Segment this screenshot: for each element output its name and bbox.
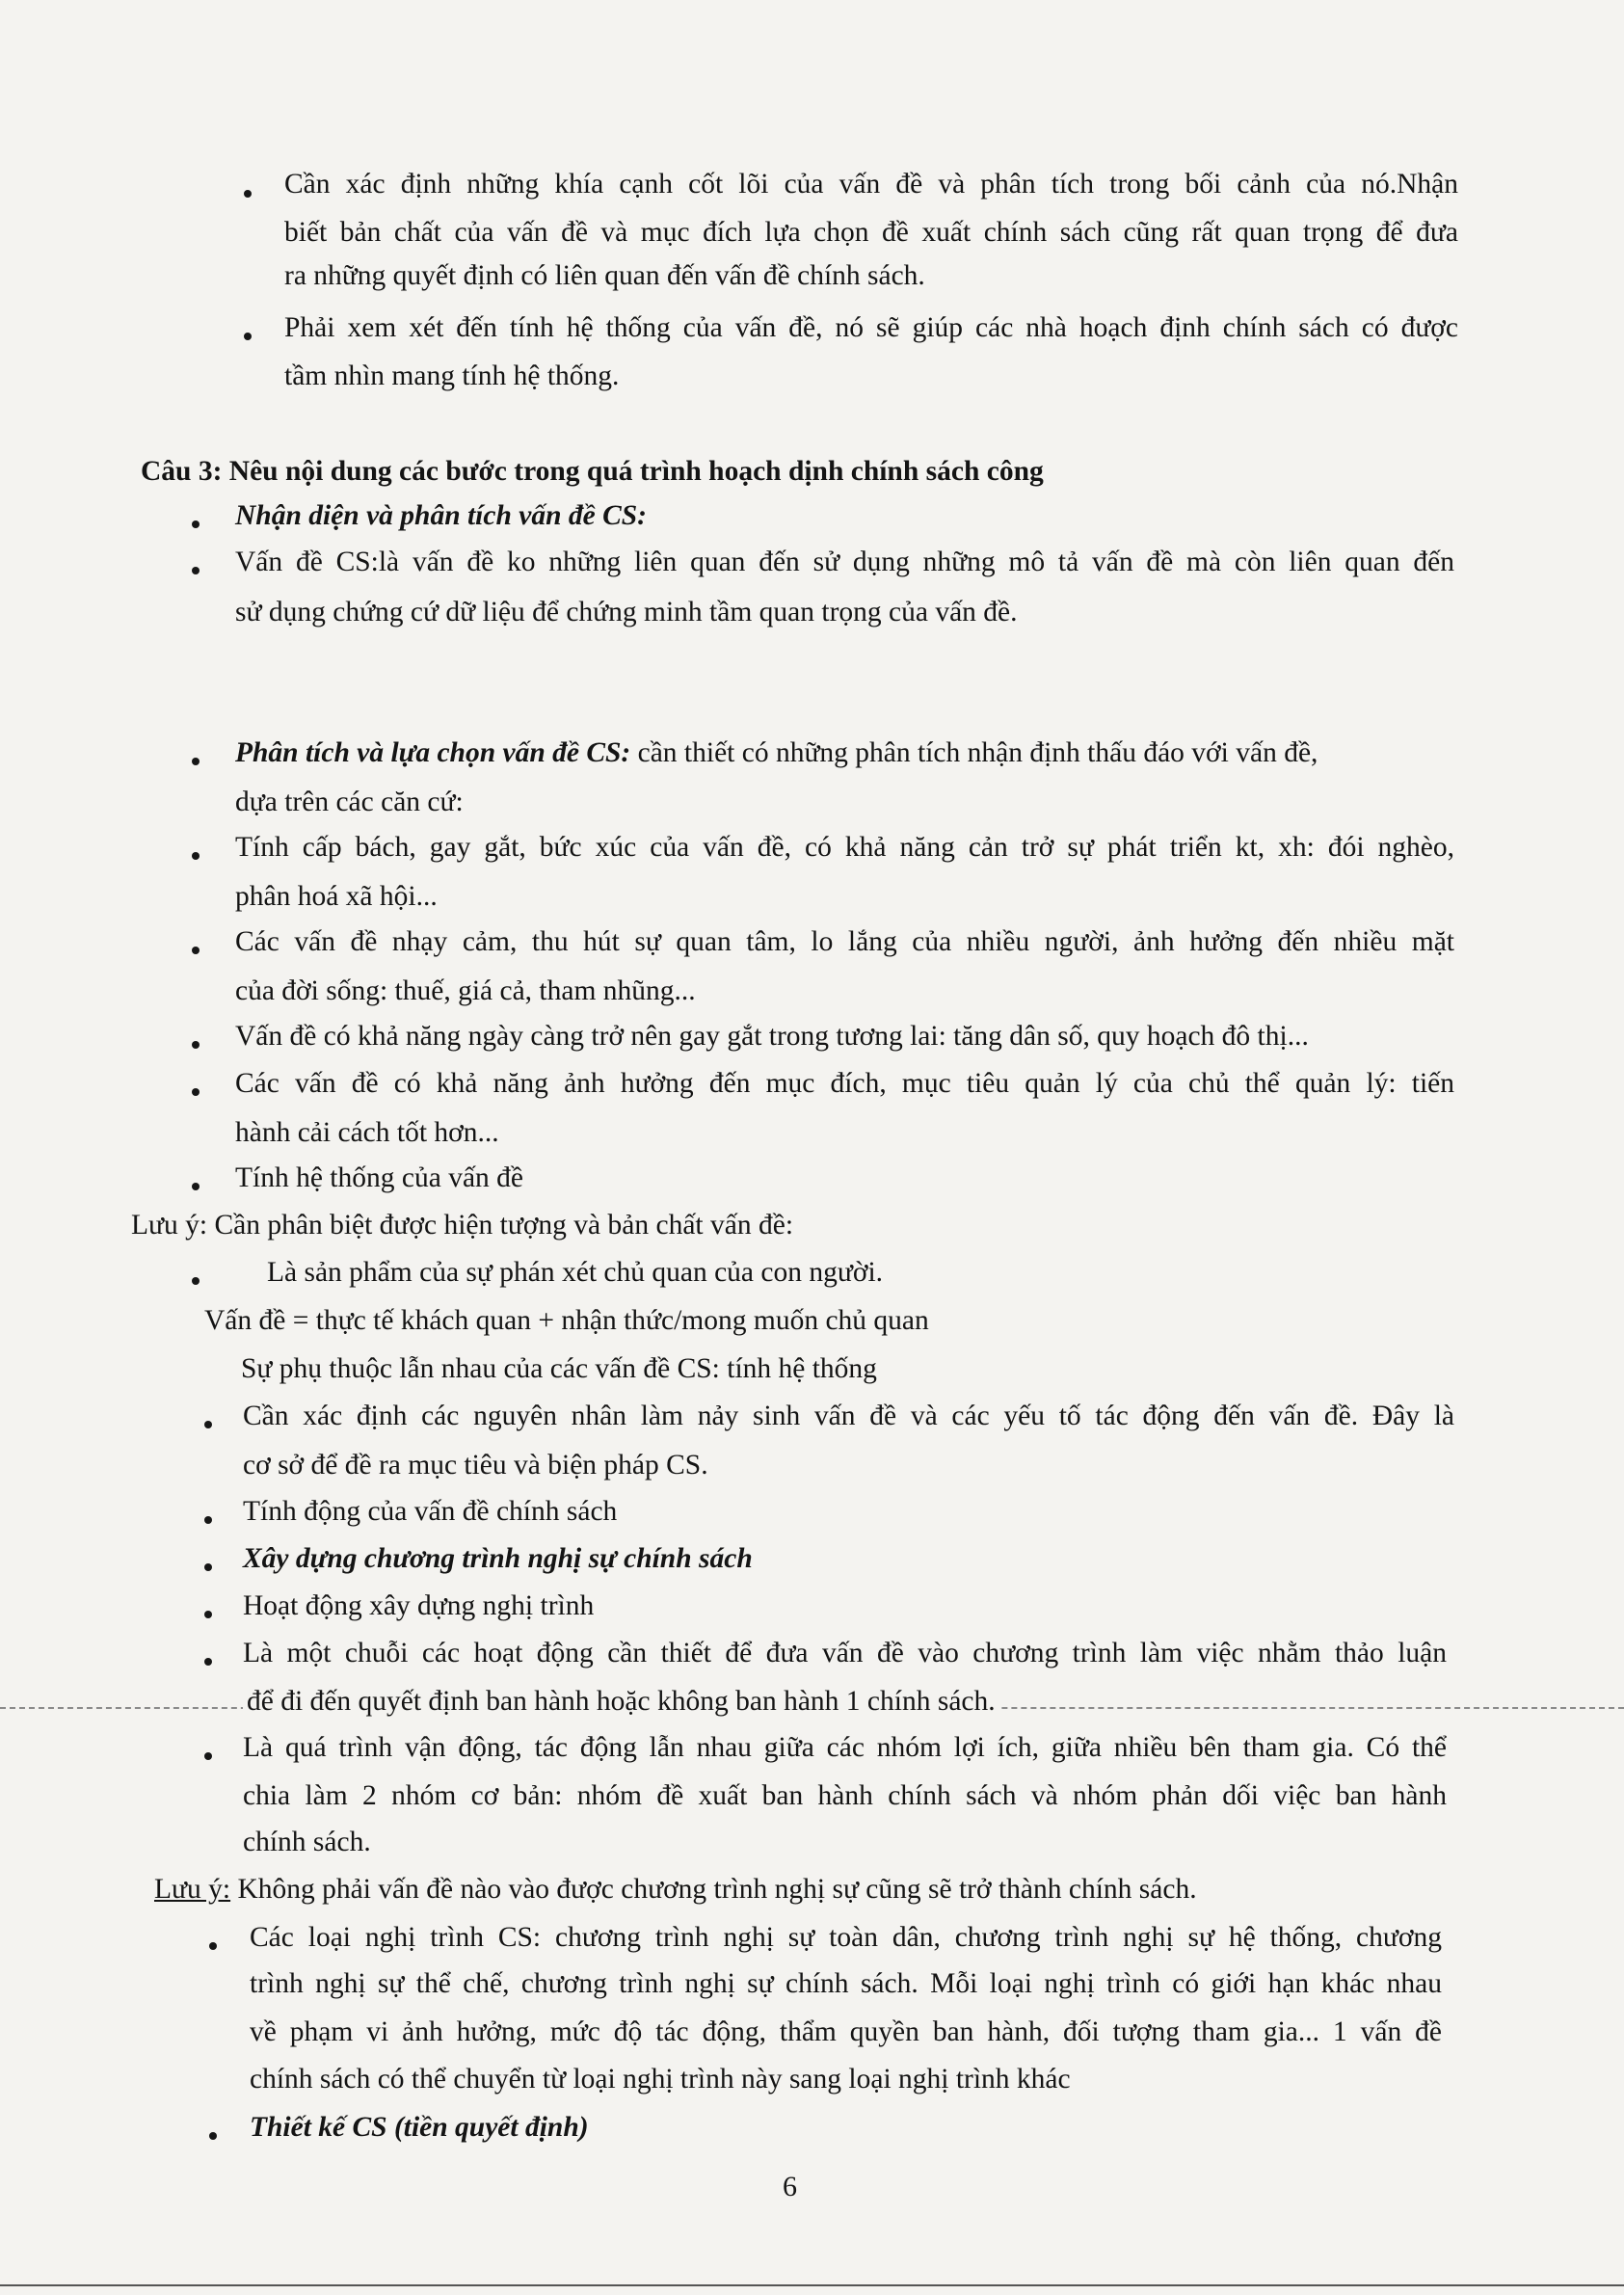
bullet-icon	[192, 947, 200, 954]
paragraph-line: Vấn đề CS:là vấn đề ko những liên quan đến sử dụng những mô tả vấn đề mà còn liên quan đến	[235, 547, 1454, 577]
paragraph-line: chính sách.	[243, 1827, 371, 1857]
paragraph-line: phân hoá xã hội...	[235, 881, 438, 912]
paragraph-line: Sự phụ thuộc lẫn nhau của các vấn đề CS: tính hệ thống	[241, 1353, 877, 1384]
bullet-icon	[192, 520, 200, 528]
paragraph-line: Là một chuỗi các hoạt động cần thiết để đưa vấn đề vào chương trình làm việc nhằm thảo luận	[243, 1638, 1447, 1668]
paragraph-line	[235, 734, 1318, 772]
bullet-icon	[192, 852, 200, 860]
bullet-icon	[244, 333, 252, 340]
paragraph-line: dựa trên các căn cứ:	[235, 787, 464, 817]
paragraph-line: chính sách có thể chuyển từ loại nghị trình này sang loại nghị trình khác	[250, 2064, 1071, 2095]
paragraph-line: Các vấn đề có khả năng ảnh hưởng đến mục đích, mục tiêu quản lý của chủ thể quản lý: tiến	[235, 1068, 1454, 1099]
question-heading: Câu 3: Nêu nội dung các bước trong quá trình hoạch dịnh chính sách công	[141, 456, 1044, 487]
section-title: Thiết kế CS (tiền quyết định)	[250, 2112, 589, 2143]
bullet-icon	[244, 190, 252, 198]
bullet-icon	[192, 1277, 200, 1285]
bullet-icon	[192, 1088, 200, 1096]
bullet-icon	[204, 1611, 212, 1618]
paragraph-line: Hoạt động xây dựng nghị trình	[243, 1590, 595, 1621]
paragraph-line: Vấn đề có khả năng ngày càng trở nên gay gắt trong tương lai: tăng dân số, quy hoạch đô thị...	[235, 1021, 1309, 1052]
bullet-icon	[204, 1421, 212, 1428]
bullet-icon	[204, 1658, 212, 1666]
paragraph-line: Phải xem xét đến tính hệ thống của vấn đề, nó sẽ giúp các nhà hoạch định chính sách có được	[284, 312, 1458, 343]
bullet-icon	[192, 1183, 200, 1190]
page-number: 6	[783, 2171, 797, 2202]
paragraph-line: cơ sở để đề ra mục tiêu và biện pháp CS.	[243, 1450, 708, 1481]
paragraph-line: ra những quyết định có liên quan đến vấn đề chính sách.	[284, 260, 925, 291]
paragraph-line: hành cải cách tốt hơn...	[235, 1117, 499, 1148]
paragraph-line: Tính động của vấn đề chính sách	[243, 1496, 618, 1527]
section-description: cần thiết có những phân tích nhận định thấu đáo với vấn đề,	[630, 737, 1318, 768]
bullet-icon	[209, 1942, 217, 1950]
note-text: Không phải vấn đề nào vào được chương trình nghị sự cũng sẽ trở thành chính sách.	[230, 1874, 1197, 1905]
paragraph-line: của đời sống: thuế, giá cả, tham nhũng...	[235, 975, 696, 1006]
paragraph-line: Là quá trình vận động, tác động lẫn nhau giữa các nhóm lợi ích, giữa nhiều bên tham gia. Có thể	[243, 1732, 1447, 1763]
paragraph-line: chia làm 2 nhóm cơ bản: nhóm đề xuất ban hành chính sách và nhóm phản dối việc ban hành	[243, 1780, 1447, 1811]
bullet-icon	[209, 2132, 217, 2140]
paragraph-line: để đi đến quyết định ban hành hoặc không ban hành 1 chính sách.	[243, 1682, 999, 1721]
bullet-icon	[192, 1041, 200, 1049]
paragraph-line: về phạm vi ảnh hưởng, mức độ tác động, thẩm quyền ban hành, đối tượng tham gia... 1 vấn đề	[250, 2016, 1442, 2047]
bullet-icon	[204, 1516, 212, 1524]
paragraph-line: Các loại nghị trình CS: chương trình nghị sự toàn dân, chương trình nghị sự hệ thống, chương	[250, 1922, 1442, 1953]
paragraph-line: tầm nhìn mang tính hệ thống.	[284, 360, 620, 391]
paragraph-line: Tính cấp bách, gay gắt, bức xúc của vấn đề, có khả năng cản trở sự phát triển kt, xh: đói nghèo,	[235, 832, 1454, 863]
paragraph-line: trình nghị sự thể chế, chương trình nghị sự chính sách. Mỗi loại nghị trình có giới hạn khác nhau	[250, 1968, 1442, 1999]
paragraph-line: Cần xác định những khía cạnh cốt lõi của vấn đề và phân tích trong bối cảnh của nó.Nhận	[284, 169, 1458, 200]
section-title: Xây dựng chương trình nghị sự chính sách	[243, 1543, 753, 1574]
note-text: Lưu ý: Cần phân biệt được hiện tượng và bản chất vấn đề:	[131, 1210, 794, 1241]
note-line	[131, 1206, 793, 1244]
bottom-border	[0, 2284, 1624, 2286]
section-title: Phân tích và lựa chọn vấn đề CS:	[235, 737, 631, 768]
bullet-icon	[204, 1752, 212, 1760]
paragraph-line: Tính hệ thống của vấn đề	[235, 1162, 524, 1193]
section-title: Nhận diện và phân tích vấn đề CS:	[235, 500, 647, 531]
paragraph-line: sử dụng chứng cứ dữ liệu để chứng minh tầm quan trọng của vấn đề.	[235, 597, 1018, 627]
bullet-icon	[192, 567, 200, 574]
bullet-icon	[192, 758, 200, 765]
bullet-icon	[204, 1563, 212, 1571]
note-label: Lưu ý:	[154, 1874, 231, 1905]
paragraph-line: Các vấn đề nhạy cảm, thu hút sự quan tâm, lo lắng của nhiều người, ảnh hưởng đến nhiều mặt	[235, 926, 1454, 957]
paragraph-line: Là sản phẩm của sự phán xét chủ quan của con người.	[267, 1257, 884, 1288]
paragraph-line: biết bản chất của vấn đề và mục đích lựa chọn đề xuất chính sách cũng rất quan trọng để đưa	[284, 217, 1458, 248]
note-line	[154, 1870, 1197, 1908]
paragraph-line: Cần xác định các nguyên nhân làm nảy sinh vấn đề và các yếu tố tác động đến vấn đề. Đây là	[243, 1401, 1454, 1431]
formula-line: Vấn đề = thực tế khách quan + nhận thức/mong muốn chủ quan	[204, 1305, 929, 1336]
